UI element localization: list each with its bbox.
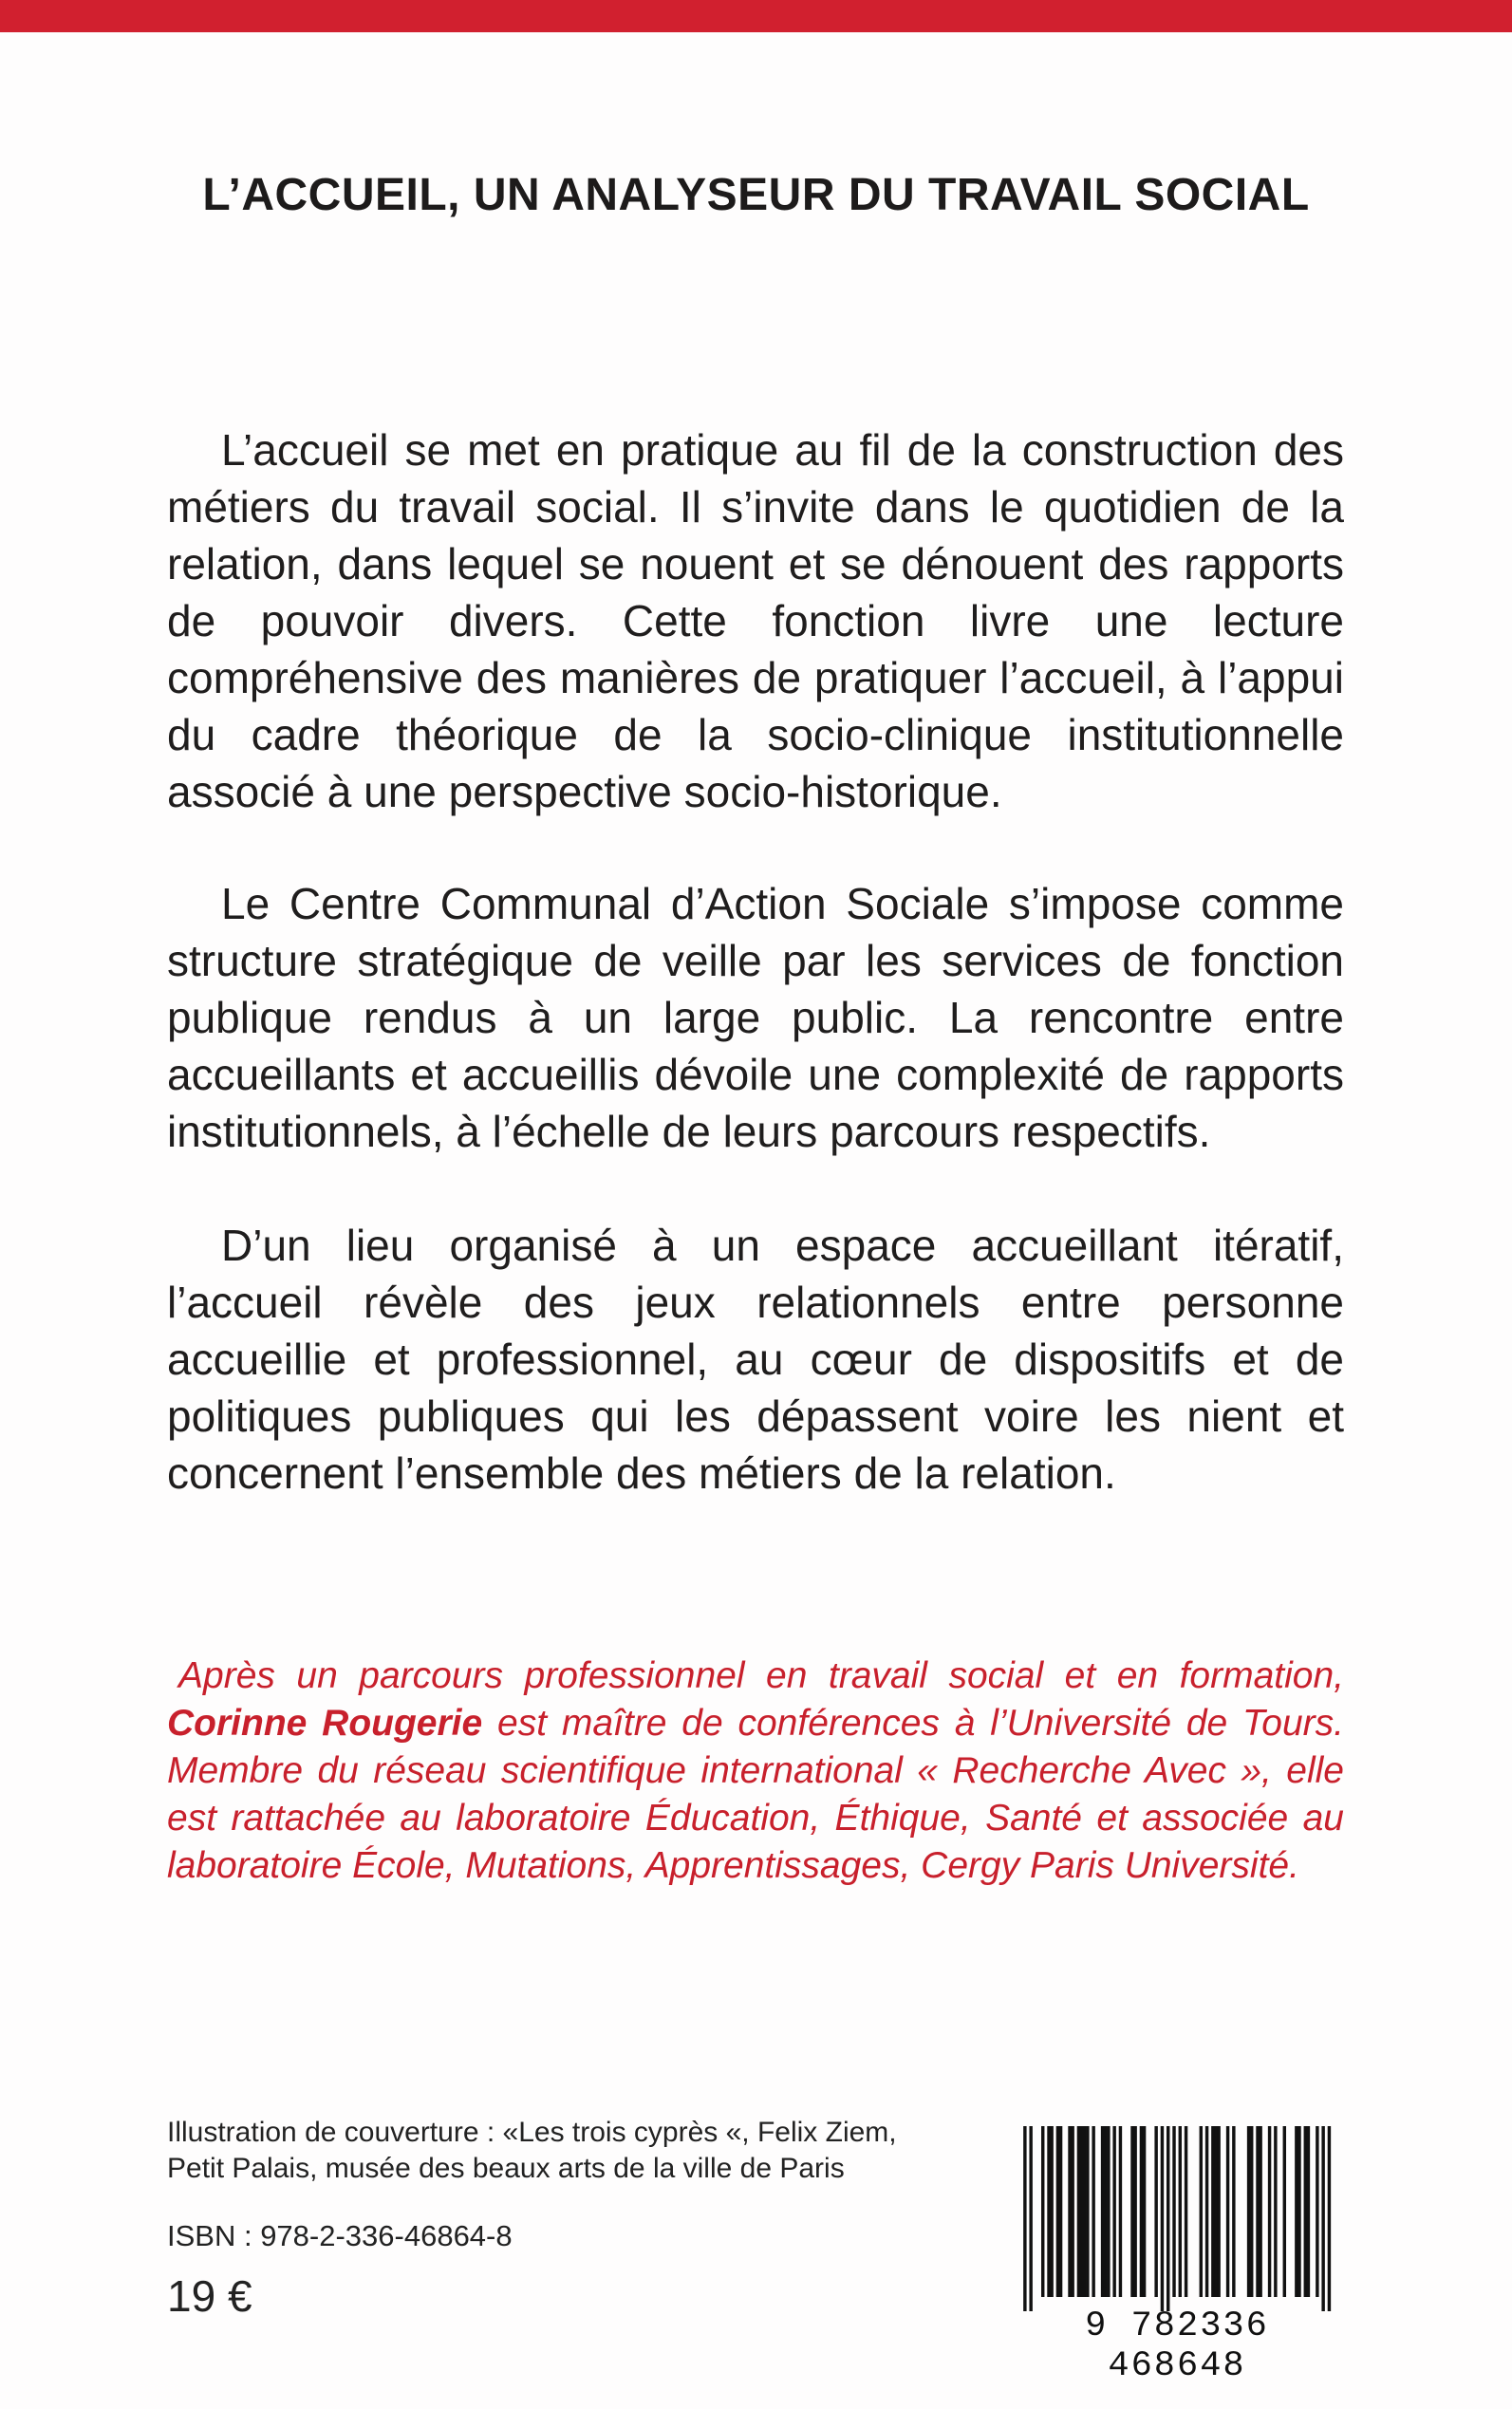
barcode-bar [1214,2126,1217,2297]
summary-paragraph-3 [167,1217,1344,1502]
barcode-bar [1185,2126,1187,2297]
author-bio-intro: Après un parcours professionnel en travail social et en formation, [178,1655,1344,1696]
barcode-bar [1104,2126,1107,2297]
barcode-bar [1119,2126,1122,2297]
barcode-bar [1205,2126,1208,2297]
barcode-bar [1154,2126,1157,2297]
barcode-bar [1226,2126,1229,2297]
barcode-bar [1071,2126,1073,2297]
barcode-bar [1041,2126,1044,2297]
barcode-bar [1304,2126,1307,2297]
barcode-bar [1217,2126,1220,2297]
barcode-bar [1056,2126,1059,2297]
barcode-bar [1167,2126,1169,2311]
author-bio [167,1653,1344,1890]
book-title: L’ACCUEIL, UN ANALYSEUR DU TRAVAIL SOCIAL [202,170,1310,220]
barcode-bar [1083,2126,1086,2297]
barcode [1020,2126,1334,2386]
barcode-bar [1307,2126,1310,2297]
barcode-bar [1274,2126,1277,2297]
barcode-bar [1029,2126,1032,2311]
author-name: Corinne Rougerie [167,1703,483,1744]
barcode-bars [1020,2126,1334,2311]
barcode-bar [1250,2126,1253,2297]
barcode-bar [1047,2126,1050,2297]
barcode-bar [1086,2126,1089,2297]
barcode-bar [1321,2126,1324,2311]
isbn-label: ISBN : 978-2-336-46864-8 [167,2219,513,2252]
barcode-bar [1259,2126,1261,2297]
barcode-bar [1328,2126,1331,2311]
barcode-bar [1068,2126,1071,2297]
paragraph-text: L’accueil se met en pratique au fil de la construction des métiers du travail social. Il s’invite dans le quotidien de la relation, dans lequel se nouent et se dénouent des rapports de pouvoir divers. Cette fonction livre une lecture compréhensive des manières de pratiquer l’accueil, à l’appui du cadre théorique de la socio-clinique institutionnelle associé à une perspective socio-historique. [167,425,1344,816]
barcode-bar [1161,2126,1164,2311]
barcode-bar [1297,2126,1300,2297]
barcode-bar [1023,2126,1026,2311]
author-bio-text [167,1653,1344,1890]
barcode-bar [1247,2126,1250,2297]
barcode-bar [1200,2126,1203,2297]
credit-line-2: Petit Palais, musée des beaux arts de la ville de Paris [167,2153,845,2184]
barcode-bar [1080,2126,1083,2297]
barcode-bar [1143,2126,1146,2297]
top-red-band [0,0,1512,32]
barcode-bar [1059,2126,1062,2297]
barcode-bar [1211,2126,1214,2297]
barcode-bar [1283,2126,1286,2297]
barcode-bar [1112,2126,1115,2297]
barcode-bar [1101,2126,1104,2297]
illustration-credit [167,2115,945,2187]
barcode-bar [1130,2126,1133,2297]
barcode-bar [1140,2126,1143,2297]
paragraph-text: D’un lieu organisé à un espace accueillant itératif, l’accueil révèle des jeux relationnels entre personne accueillie et professionnel, au cœur de dispositifs et de politiques publiques qui les dépassent voire les nient et concernent l’ensemble des métiers de la relation. [167,1221,1344,1498]
summary-paragraph-2 [167,875,1344,1160]
barcode-bar [1316,2126,1318,2297]
barcode-bar [1107,2126,1110,2297]
barcode-bar [1050,2126,1053,2297]
barcode-bar [1092,2126,1094,2297]
barcode-bar [1232,2126,1235,2297]
barcode-bar [1179,2126,1182,2297]
paragraph-text: Le Centre Communal d’Action Sociale s’impose comme structure stratégique de veille par les services de fonction publique rendus à un large public. La rencontre entre accueillants et accueillis dévoile une complexité de rapports institutionnels, à l’échelle de leurs parcours respectifs. [167,879,1344,1156]
credit-line-1: Illustration de couverture : «Les trois cyprès «, Felix Ziem, [167,2117,897,2148]
barcode-bar [1295,2126,1297,2297]
barcode-digits: 9 782336 468648 [1085,2306,1269,2386]
barcode-bar [1133,2126,1136,2297]
barcode-bar [1256,2126,1259,2297]
barcode-bar [1268,2126,1271,2297]
barcode-bar [1077,2126,1080,2297]
author-bio-rest: est maître de conférences à l’Université de Tours. Membre du réseau scientifique international « Recherche Avec », elle est rattachée au laboratoire Éducation, Éthique, Santé et associée au laboratoire École, Mutations, Apprentissages, Cergy Paris Université. [167,1703,1344,1886]
price-label: 19 € [167,2271,252,2321]
summary-paragraph-1 [167,421,1344,820]
barcode-bar [1172,2126,1175,2297]
